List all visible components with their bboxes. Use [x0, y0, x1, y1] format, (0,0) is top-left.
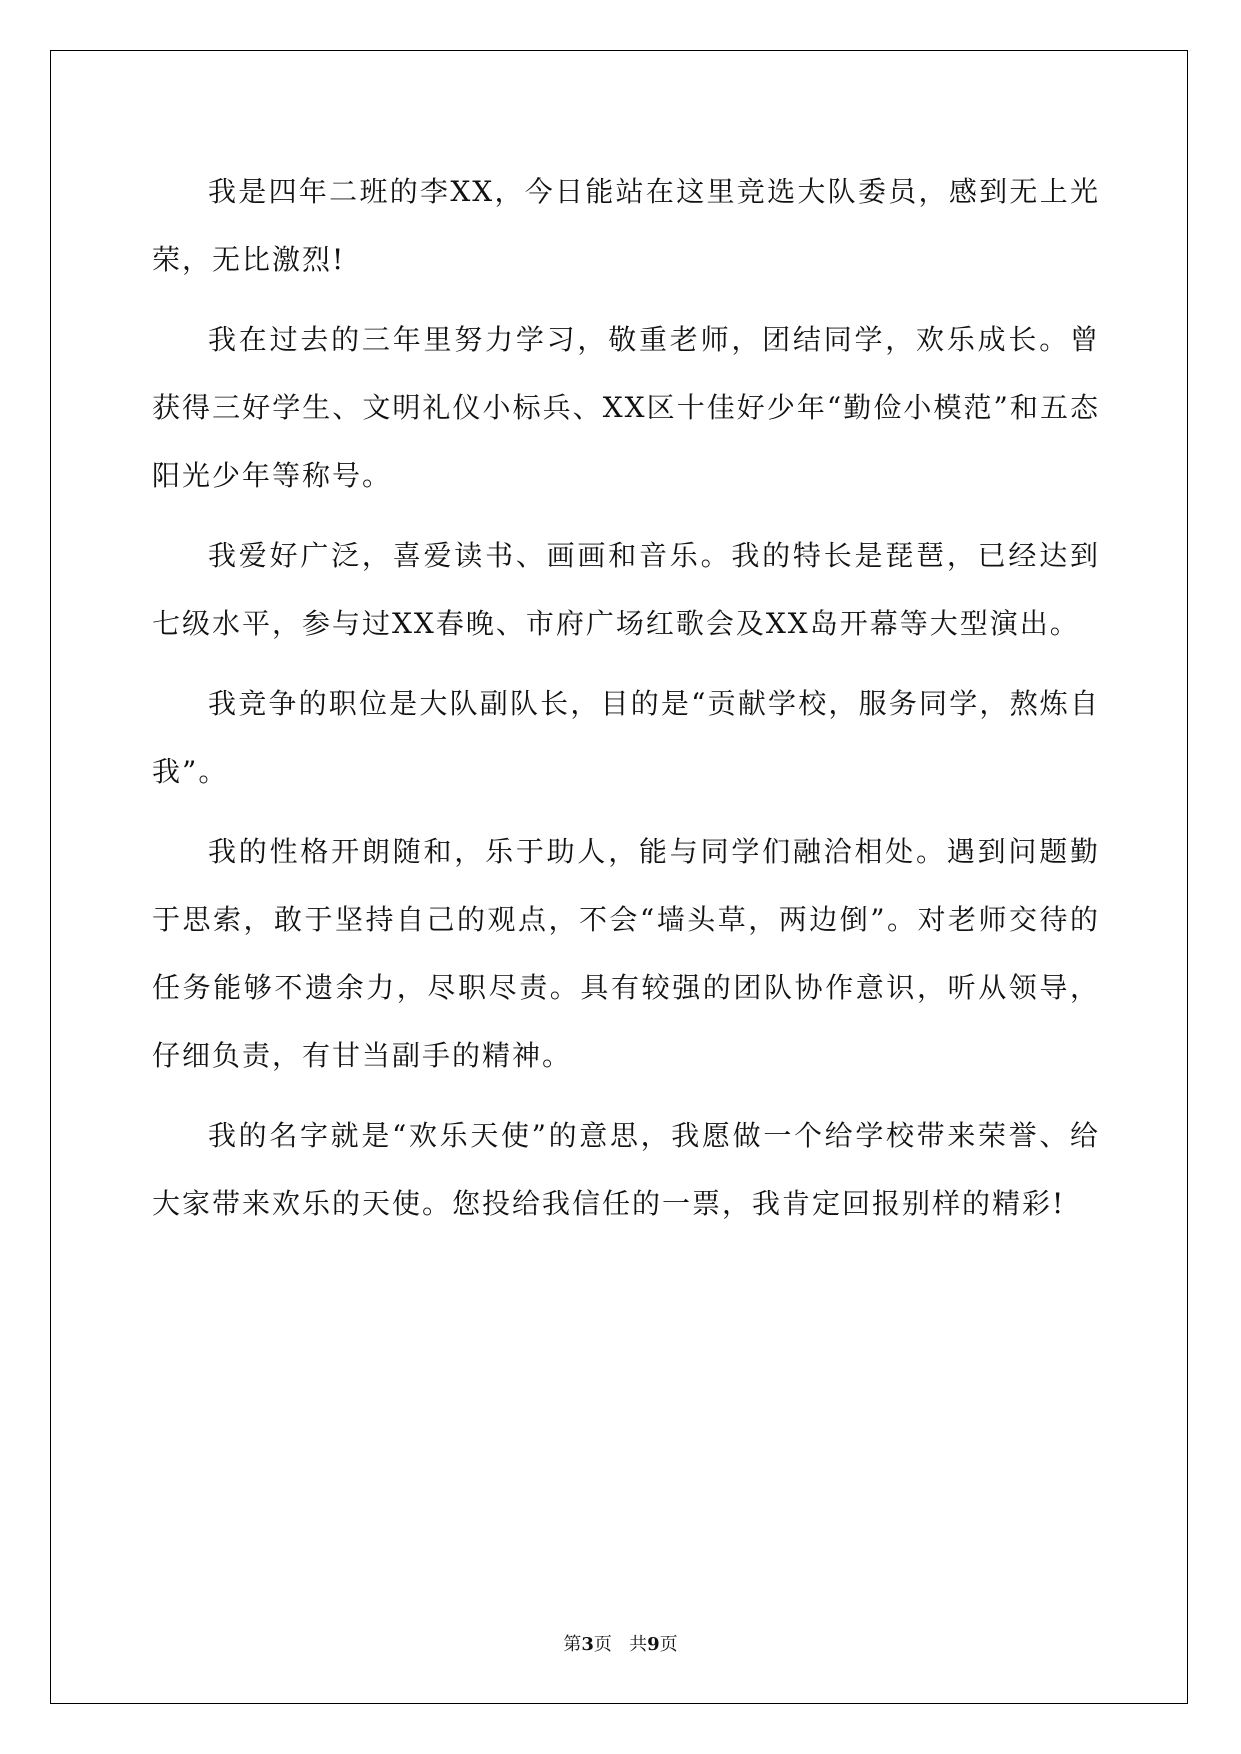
paragraph: 我的名字就是“欢乐天使”的意思，我愿做一个给学校带来荣誉、给大家带来欢乐的天使。您投给我信任的一票，我肯定回报别样的精彩!	[152, 1119, 1100, 1220]
current-page-number: 3	[581, 1634, 594, 1655]
document-body	[152, 158, 1100, 1250]
total-page-count: 9	[647, 1634, 660, 1655]
footer-page-middle: 页 共	[593, 1634, 648, 1655]
paragraph: 我在过去的三年里努力学习，敬重老师，团结同学，欢乐成长。曾获得三好学生、文明礼仪小标兵、XX区十佳好少年“勤俭小模范”和五态阳光少年等称号。	[152, 323, 1100, 492]
paragraph: 我竞争的职位是大队副队长，目的是“贡献学校，服务同学，熬炼自我”。	[152, 687, 1100, 788]
footer-page-suffix: 页	[659, 1634, 678, 1655]
paragraph: 我爱好广泛，喜爱读书、画画和音乐。我的特长是琵琶，已经达到七级水平，参与过XX春晚、市府广场红歌会及XX岛开幕等大型演出。	[152, 539, 1100, 640]
paragraph: 我是四年二班的李XX，今日能站在这里竞选大队委员，感到无上光荣，无比激烈!	[152, 175, 1100, 276]
paragraph: 我的性格开朗随和，乐于助人，能与同学们融洽相处。遇到问题勤于思索，敢于坚持自己的观点，不会“墙头草，两边倒”。对老师交待的任务能够不遗余力，尽职尽责。具有较强的团队协作意识，听从领导，仔细负责，有甘当副手的精神。	[152, 835, 1100, 1072]
page-footer	[0, 1630, 1241, 1656]
footer-page-prefix: 第	[563, 1634, 582, 1655]
